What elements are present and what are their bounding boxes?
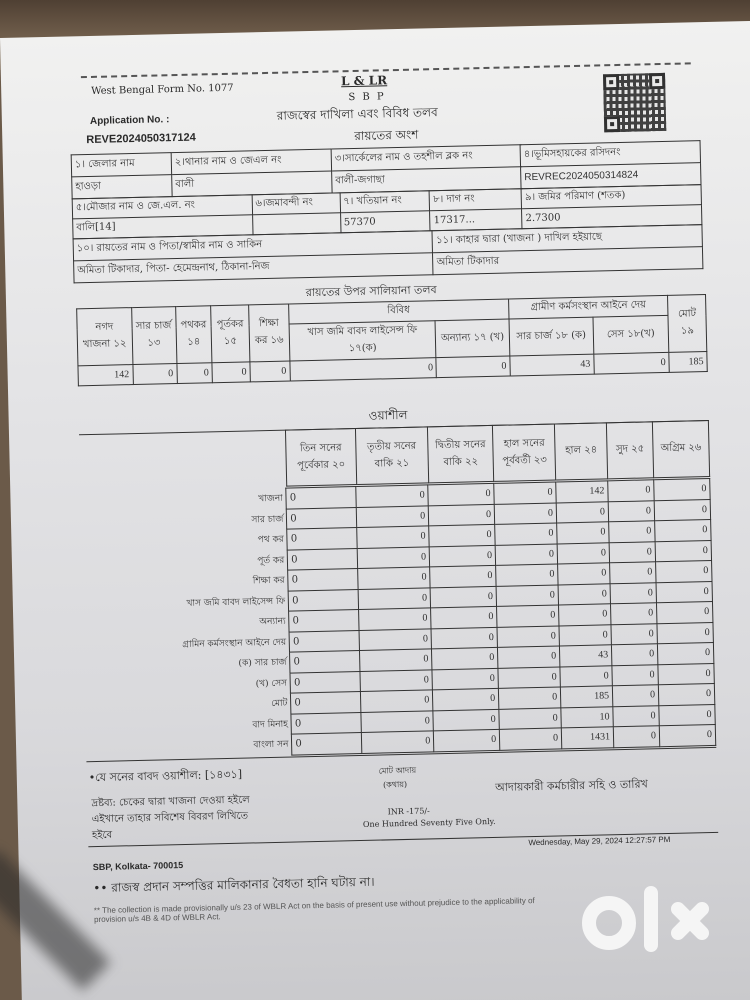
owashil-cell: 0 <box>431 606 497 628</box>
owashil-cell: 0 <box>286 487 356 509</box>
in-words-label: (কথায়) <box>382 779 408 790</box>
owashil-cell: 0 <box>498 666 560 688</box>
owashil-cell: 0 <box>658 663 714 685</box>
owashil-cell: 0 <box>290 671 360 693</box>
police-station-value: বালী <box>172 171 332 197</box>
owashil-cell: 0 <box>557 542 609 564</box>
owashil-cell: 0 <box>659 704 715 726</box>
khas-license-header: খাস জমি বাবদ লাইসেন্স ফি ১৭(ক) <box>289 321 437 361</box>
owashil-cell: 0 <box>433 709 499 731</box>
paid-by-value: অমিতা টিকাদার <box>433 247 703 275</box>
owashil-row-label: মোট <box>271 698 288 710</box>
owashil-cell: 0 <box>559 624 611 646</box>
circle-value: বালী-জগাছা <box>332 167 521 193</box>
owashil-cell: 0 <box>291 712 361 734</box>
owashil-cell: 0 <box>608 480 654 502</box>
cheque-note-line-1: দ্রষ্টব্য: চেকের দ্বারা খাজনা দেওয়া হইলে <box>91 794 250 810</box>
owashil-cell: 0 <box>496 584 558 606</box>
owashil-cell: 0 <box>362 731 434 753</box>
owashil-cell: 0 <box>654 499 710 521</box>
owashil-row-label: খাস জমি বাবদ লাইসেন্স ফি <box>186 596 286 609</box>
owashil-cell: 0 <box>431 627 497 649</box>
raiyat-name-value: অমিতা টিকাদার, পিতা- হেমেন্দ্রনাথ, ঠিকানা-নিজ <box>74 253 434 283</box>
ownership-note: •• রাজস্ব প্রদান সম্পত্তির মালিকানার বৈধতা হানি ঘটায় না। <box>93 874 375 896</box>
application-label: Application No. : <box>89 114 170 127</box>
total-header: মোট ১৯ <box>668 295 707 353</box>
owashil-cell: 0 <box>656 560 712 582</box>
dag-value: 17317... <box>430 209 522 231</box>
owashil-cell: 0 <box>558 563 610 585</box>
khatian-header: ৭। খতিয়ান নং <box>340 191 430 213</box>
public-works-value: 0 <box>212 362 250 383</box>
owashil-cell: 0 <box>360 669 432 691</box>
owashil-cell: 0 <box>356 485 428 507</box>
owashil-col-header: সুদ ২৫ <box>607 422 654 479</box>
owashil-cell: 0 <box>608 500 654 522</box>
office-label: S B P <box>348 91 386 104</box>
owashil-cell: 0 <box>659 724 715 746</box>
year-note: •যে সনের বাবদ ওয়াশীল: [১৪৩১] <box>88 767 243 785</box>
owashil-body <box>80 478 716 760</box>
owashil-cell: 0 <box>611 644 657 666</box>
owashil-cell: 0 <box>496 564 558 586</box>
land-area-header: ৯। জমির পরিমাণ (শতক) <box>521 185 701 209</box>
department-label: L & LR <box>340 73 388 89</box>
owashil-cell: 0 <box>430 586 496 608</box>
owashil-cell: 0 <box>613 726 659 748</box>
dag-header: ৮। দাগ নং <box>429 189 521 211</box>
owashil-cell: 0 <box>494 502 556 524</box>
owashil-title: ওয়াশীল <box>368 407 408 423</box>
owashil-cell: 0 <box>289 610 359 632</box>
owashil-cell: 0 <box>609 521 655 543</box>
owashil-cell: 0 <box>433 688 499 710</box>
owashil-cell: 0 <box>610 582 656 604</box>
owashil-cell: 0 <box>611 623 657 645</box>
mouza-header: ৫।মৌজার নাম ও জে.এল. নং <box>72 195 252 219</box>
owashil-col-header: হাল ২৪ <box>555 423 608 480</box>
owashil-col-header: দ্বিতীয় সনের বাকি ২২ <box>427 425 494 482</box>
rural-cess-header: সেস ১৮(খ) <box>593 315 669 354</box>
owashil-cell: 185 <box>560 686 612 708</box>
owashil-cell: 0 <box>612 685 658 707</box>
road-cess-value: 0 <box>176 363 212 384</box>
mouza-value: বালি[14] <box>73 215 253 239</box>
cheque-note-line-3: হইবে <box>91 829 113 842</box>
annual-demand-table <box>76 294 708 386</box>
owashil-cell: 0 <box>611 603 657 625</box>
owashil-cell: 0 <box>287 528 357 550</box>
rural-cess-value: 0 <box>594 352 670 374</box>
owashil-cell: 1431 <box>561 727 613 749</box>
amount-inr: INR -175/- <box>387 806 430 817</box>
owashil-cell: 0 <box>655 540 711 562</box>
owashil-cell: 0 <box>654 479 710 501</box>
surcharge-value: 0 <box>132 364 176 385</box>
owashil-cell: 0 <box>291 691 361 713</box>
owashil-col-header: হাল সনের পূর্ববর্তী ২৩ <box>493 424 556 481</box>
owashil-cell: 0 <box>430 565 496 587</box>
receipt-no-value: REVREC2024050314824 <box>521 163 701 189</box>
owashil-cell: 0 <box>609 541 655 563</box>
owashil-cell: 0 <box>358 567 430 589</box>
owashil-row-label: বাংলা সন <box>253 739 289 751</box>
owashil-cell: 0 <box>361 690 433 712</box>
owashil-header-table <box>285 420 710 487</box>
olx-o-glyph <box>582 896 636 950</box>
olx-watermark-logo <box>582 886 712 956</box>
khas-license-value: 0 <box>290 358 437 381</box>
owashil-cell: 0 <box>288 569 358 591</box>
owashil-table <box>80 478 716 760</box>
owashil-cell: 0 <box>559 604 611 626</box>
owashil-cell: 0 <box>499 728 561 750</box>
owashil-cell: 0 <box>499 687 561 709</box>
circle-header: ৩।সার্কেলের নাম ও তহশীল ব্লক নং <box>331 145 520 171</box>
qr-code-icon <box>603 73 666 132</box>
owashil-cell: 0 <box>499 707 561 729</box>
office-address: SBP, Kolkata- 700015 <box>92 860 184 873</box>
olx-l-glyph <box>644 886 658 952</box>
owashil-cell: 0 <box>557 522 609 544</box>
owashil-cell: 0 <box>497 625 559 647</box>
misc-header: বিবিধ <box>288 299 509 324</box>
document-title: রাজস্বের দাখিলা এবং বিবিধ তলব <box>276 105 438 123</box>
receipt-no-header: ৪।ভূমিসহায়কের রসিদনং <box>520 141 700 167</box>
owashil-col-header: তিন সনের পূর্বেকার ২০ <box>285 429 356 487</box>
khatian-value: 57370 <box>340 211 430 233</box>
owashil-cell: 0 <box>428 504 494 526</box>
application-number: REVE2024050317124 <box>86 131 196 147</box>
owashil-cell: 0 <box>656 601 712 623</box>
others-header: অন্যান্য ১৭ (খ) <box>436 319 510 358</box>
owashil-cell: 0 <box>657 622 713 644</box>
road-cess-header: পথকর ১৪ <box>175 306 212 364</box>
owashil-cell: 0 <box>361 710 433 732</box>
owashil-cell: 10 <box>561 706 613 728</box>
collector-signature-label: আদায়কারী কর্মচারীর সহি ও তারিখ <box>494 777 648 794</box>
owashil-row-label: খাজনা <box>258 493 283 505</box>
others-value: 0 <box>436 356 510 378</box>
owashil-row-label: গ্রামিন কর্মসংস্থান আইনে দেয় <box>182 637 287 650</box>
owashil-row-label: (খ) সেস <box>255 678 288 690</box>
owashil-cell: 0 <box>428 483 494 505</box>
rural-surcharge-header: সার চার্জ ১৮ (ক) <box>509 317 594 356</box>
owashil-cell: 0 <box>556 501 608 523</box>
owashil-cell: 0 <box>359 628 431 650</box>
education-cess-value: 0 <box>250 361 290 382</box>
owashil-cell: 0 <box>613 705 659 727</box>
owashil-cell: 0 <box>288 548 358 570</box>
owashil-row-label: শিক্ষা কর <box>252 575 285 587</box>
owashil-cell: 43 <box>560 645 612 667</box>
owashil-cell: 0 <box>359 608 431 630</box>
owashil-cell: 0 <box>288 589 358 611</box>
owashil-cell: 0 <box>358 587 430 609</box>
owashil-cell: 0 <box>290 650 360 672</box>
total-collected-label: মোট আদায় <box>378 765 417 776</box>
total-value: 185 <box>669 352 707 373</box>
rural-surcharge-value: 43 <box>510 354 594 376</box>
owashil-row-label: অন্যান্য <box>259 616 286 628</box>
owashil-cell: 0 <box>289 630 359 652</box>
owashil-cell: 142 <box>556 481 608 503</box>
owashil-row-label: (ক) সার চার্জ <box>238 657 287 669</box>
district-value: হাওড়া <box>72 175 172 199</box>
owashil-cell: 0 <box>612 664 658 686</box>
owashil-row-label: সার চার্জ <box>251 514 284 526</box>
legal-note-line-1: ** The collection is made provisionally u/s 23 of WBLR Act on the basis of present use without prejudice to the applicability of <box>93 896 535 916</box>
owashil-cell: 0 <box>658 683 714 705</box>
owashil-cell: 0 <box>429 524 495 546</box>
owashil-cell: 0 <box>432 647 498 669</box>
legal-note-line-2: provision u/s 4B & 4D of WBLR Act. <box>93 912 221 925</box>
owashil-cell: 0 <box>357 526 429 548</box>
section-title: রায়তের অংশ <box>354 127 419 143</box>
owashil-cell: 0 <box>495 523 557 545</box>
police-station-header: ২।থানার নাম ও জেএল নং <box>171 149 331 175</box>
cash-rent-header: নগদ খাজনা ১২ <box>77 308 133 366</box>
raiyat-name-header: ১০। রায়তের নাম ও পিতা/স্বামীর নাম ও সাকিন <box>73 231 433 261</box>
owashil-col-header: তৃতীয় সনের বাকি ২১ <box>355 427 428 485</box>
annual-demand-title: রায়তের উপর সালিয়ানা তলব <box>305 283 437 300</box>
owashil-cell: 0 <box>656 581 712 603</box>
district-header: ১। জেলার নাম <box>71 153 171 177</box>
cheque-note-line-2: এইখানে তাহার সবিশেষ বিবরণ লিখিতে <box>91 810 249 826</box>
owashil-cell: 0 <box>497 605 559 627</box>
owashil-cell: 0 <box>558 583 610 605</box>
jamabandi-value <box>252 213 340 235</box>
rural-employment-header: গ্রামীণ কর্মসংস্থান আইনে দেয় <box>508 295 668 319</box>
cash-rent-value: 142 <box>78 365 133 386</box>
owashil-cell: 0 <box>495 543 557 565</box>
owashil-cell: 0 <box>655 520 711 542</box>
owashil-col-header: অগ্রিম ২৬ <box>652 421 709 478</box>
receipt-paper <box>0 21 750 1000</box>
owashil-cell: 0 <box>610 562 656 584</box>
paid-by-header: ১১। কাহার দ্বারা (খাজনা ) দাখিল হইয়াছে <box>432 225 702 253</box>
owashil-cell: 0 <box>498 646 560 668</box>
education-cess-header: শিক্ষা কর ১৬ <box>249 304 290 362</box>
owashil-row-label: বাদ মিনাহ <box>252 719 289 731</box>
owashil-cell: 0 <box>357 546 429 568</box>
form-number: West Bengal Form No. 1077 <box>91 82 234 97</box>
owashil-cell: 0 <box>494 482 556 504</box>
owashil-row-label: পূর্ত কর <box>257 555 285 567</box>
owashil-cell: 0 <box>432 668 498 690</box>
owashil-cell: 0 <box>360 649 432 671</box>
owashil-cell: 0 <box>657 642 713 664</box>
owashil-cell: 0 <box>434 729 500 751</box>
owashil-cell: 0 <box>292 732 362 754</box>
land-area-value: 2.7300 <box>522 205 702 229</box>
amount-in-words: One Hundred Seventy Five Only. <box>362 816 496 829</box>
public-works-header: পূর্তকর ১৫ <box>211 305 250 363</box>
surcharge-header: সার চার্জ ১৩ <box>131 307 176 365</box>
owashil-row-label: পথ কর <box>257 534 284 546</box>
jamabandi-header: ৬।জমাবন্দী নং <box>252 193 340 215</box>
owashil-cell: 0 <box>356 505 428 527</box>
owashil-cell: 0 <box>429 545 495 567</box>
owashil-cell: 0 <box>560 665 612 687</box>
print-timestamp: Wednesday, May 29, 2024 12:27:57 PM <box>528 834 671 848</box>
owashil-cell: 0 <box>287 507 357 529</box>
